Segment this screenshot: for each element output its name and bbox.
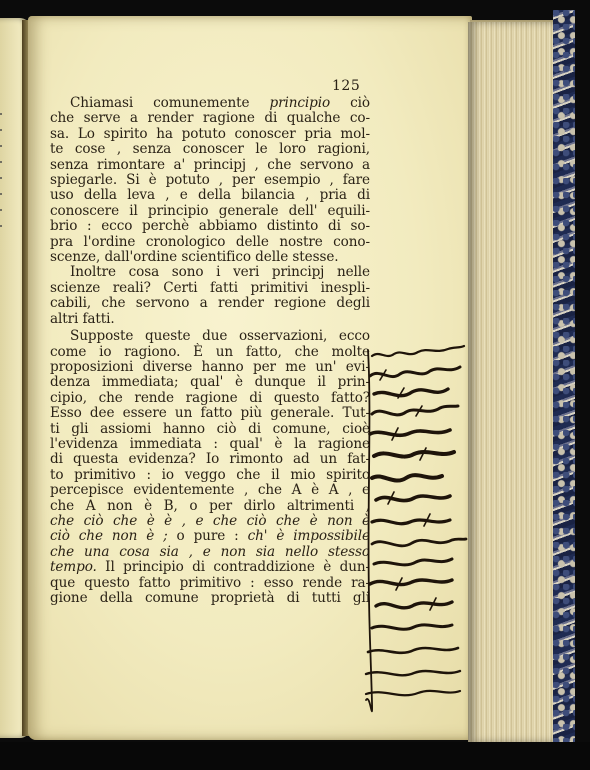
text-segment: proposizioni diverse hanno per me un' evi- <box>50 358 370 375</box>
text-line <box>50 281 370 296</box>
text-segment: che serve a render ragione di qualche co- <box>50 110 370 127</box>
body-text <box>50 96 370 606</box>
text-segment: scienze reali? Certi fatti primitivi inespli- <box>50 279 370 296</box>
text-segment: uso della leva , e della bilancia , pria di <box>50 187 370 204</box>
text-segment: senza rimontare a' principj , che servono a <box>50 156 370 173</box>
text-segment: Esso dee essere un fatto più generale. Tut- <box>50 405 370 422</box>
text-line <box>50 296 370 311</box>
text-line <box>50 576 370 591</box>
text-line <box>50 483 370 498</box>
italic-text-segment: ciò che non è ; <box>50 528 168 545</box>
text-segment: Inoltre cosa sono i veri principj nelle <box>70 264 370 281</box>
text-segment: brio : ecco perchè abbiamo distinto di so- <box>50 218 370 235</box>
italic-text-segment: che una cosa sia , e non sia nello stesso <box>50 543 370 560</box>
text-line <box>50 591 370 606</box>
text-line <box>50 127 370 142</box>
text-line <box>50 452 370 467</box>
text-line <box>50 514 370 529</box>
text-line <box>50 158 370 173</box>
text-segment: Chiamasi comunemente <box>70 95 270 111</box>
text-line <box>50 235 370 250</box>
text-line <box>50 250 370 265</box>
text-segment: Supposte queste due osservazioni, ecco <box>70 328 370 345</box>
cover-bottom <box>0 742 590 770</box>
text-line <box>50 437 370 452</box>
left-page-bleed-marks <box>0 113 8 241</box>
text-line <box>50 345 370 360</box>
text-line <box>50 204 370 219</box>
text-segment: spiegarle. Si è potuto , per esempio , fare <box>50 172 370 189</box>
text-line <box>50 529 370 544</box>
text-segment: to primitivo : io veggo che il mio spirito <box>50 466 370 483</box>
text-segment: scenze, dall'ordine scientifico delle stesse. <box>50 249 339 266</box>
text-line <box>50 173 370 188</box>
text-line <box>50 375 370 390</box>
page-block-edge <box>468 22 556 742</box>
text-segment: ciò <box>330 95 370 111</box>
text-line <box>50 391 370 406</box>
text-line <box>50 560 370 575</box>
text-segment: te cose , senza conoscer le loro ragioni, <box>50 141 370 158</box>
text-line <box>50 142 370 157</box>
text-segment: cabili, che servono a render regione degli <box>50 295 370 312</box>
text-line <box>50 545 370 560</box>
text-segment: pra l'ordine cronologico delle nostre cono- <box>50 233 370 250</box>
text-line <box>50 312 370 327</box>
italic-text-segment: tempo. <box>50 559 97 576</box>
italic-text-segment: che ciò che è è , e che ciò che è non è <box>50 512 370 529</box>
text-segment: gione della comune proprietà di tutti gli <box>50 590 370 606</box>
text-segment: di questa evidenza? Io rimonto ad un fat- <box>50 451 370 468</box>
text-segment: l'evidenza immediata : qual' è la ragione <box>50 435 370 452</box>
text-segment: come io ragiono. È un fatto, che molte <box>50 343 370 360</box>
text-line <box>50 265 370 280</box>
italic-text-segment: principio <box>269 95 331 111</box>
text-line <box>50 111 370 126</box>
text-segment: ti gli assiomi hanno ciò di comune, cioè <box>50 420 370 437</box>
text-line <box>50 96 370 111</box>
text-line <box>50 468 370 483</box>
italic-text-segment: ch' è impossibile <box>247 528 370 545</box>
text-segment: percepisce evidentemente , che A è A , e <box>50 482 370 499</box>
text-line <box>50 406 370 421</box>
text-segment: cipio, che rende ragione di questo fatto? <box>50 389 370 406</box>
text-line <box>50 188 370 203</box>
text-segment: conoscere il principio generale dell' equili- <box>50 202 370 219</box>
text-segment: che A non è B, o per dirlo altrimenti , <box>50 497 370 514</box>
text-line <box>50 499 370 514</box>
text-segment: denza immediata; qual' è dunque il prin- <box>50 374 370 391</box>
text-segment: sa. Lo spirito ha potuto conoscer pria mol- <box>50 125 370 142</box>
text-segment: altri fatti. <box>50 310 115 327</box>
text-line <box>50 422 370 437</box>
marbled-cover-edge <box>553 10 575 742</box>
text-segment: que questo fatto primitivo : esso rende ra- <box>50 574 370 591</box>
text-line <box>50 219 370 234</box>
text-line <box>50 360 370 375</box>
text-segment: o pure : <box>167 528 248 545</box>
text-line <box>50 329 370 344</box>
page-number: 125 <box>332 78 361 94</box>
text-segment: Il principio di contraddizione è dun- <box>96 559 370 576</box>
